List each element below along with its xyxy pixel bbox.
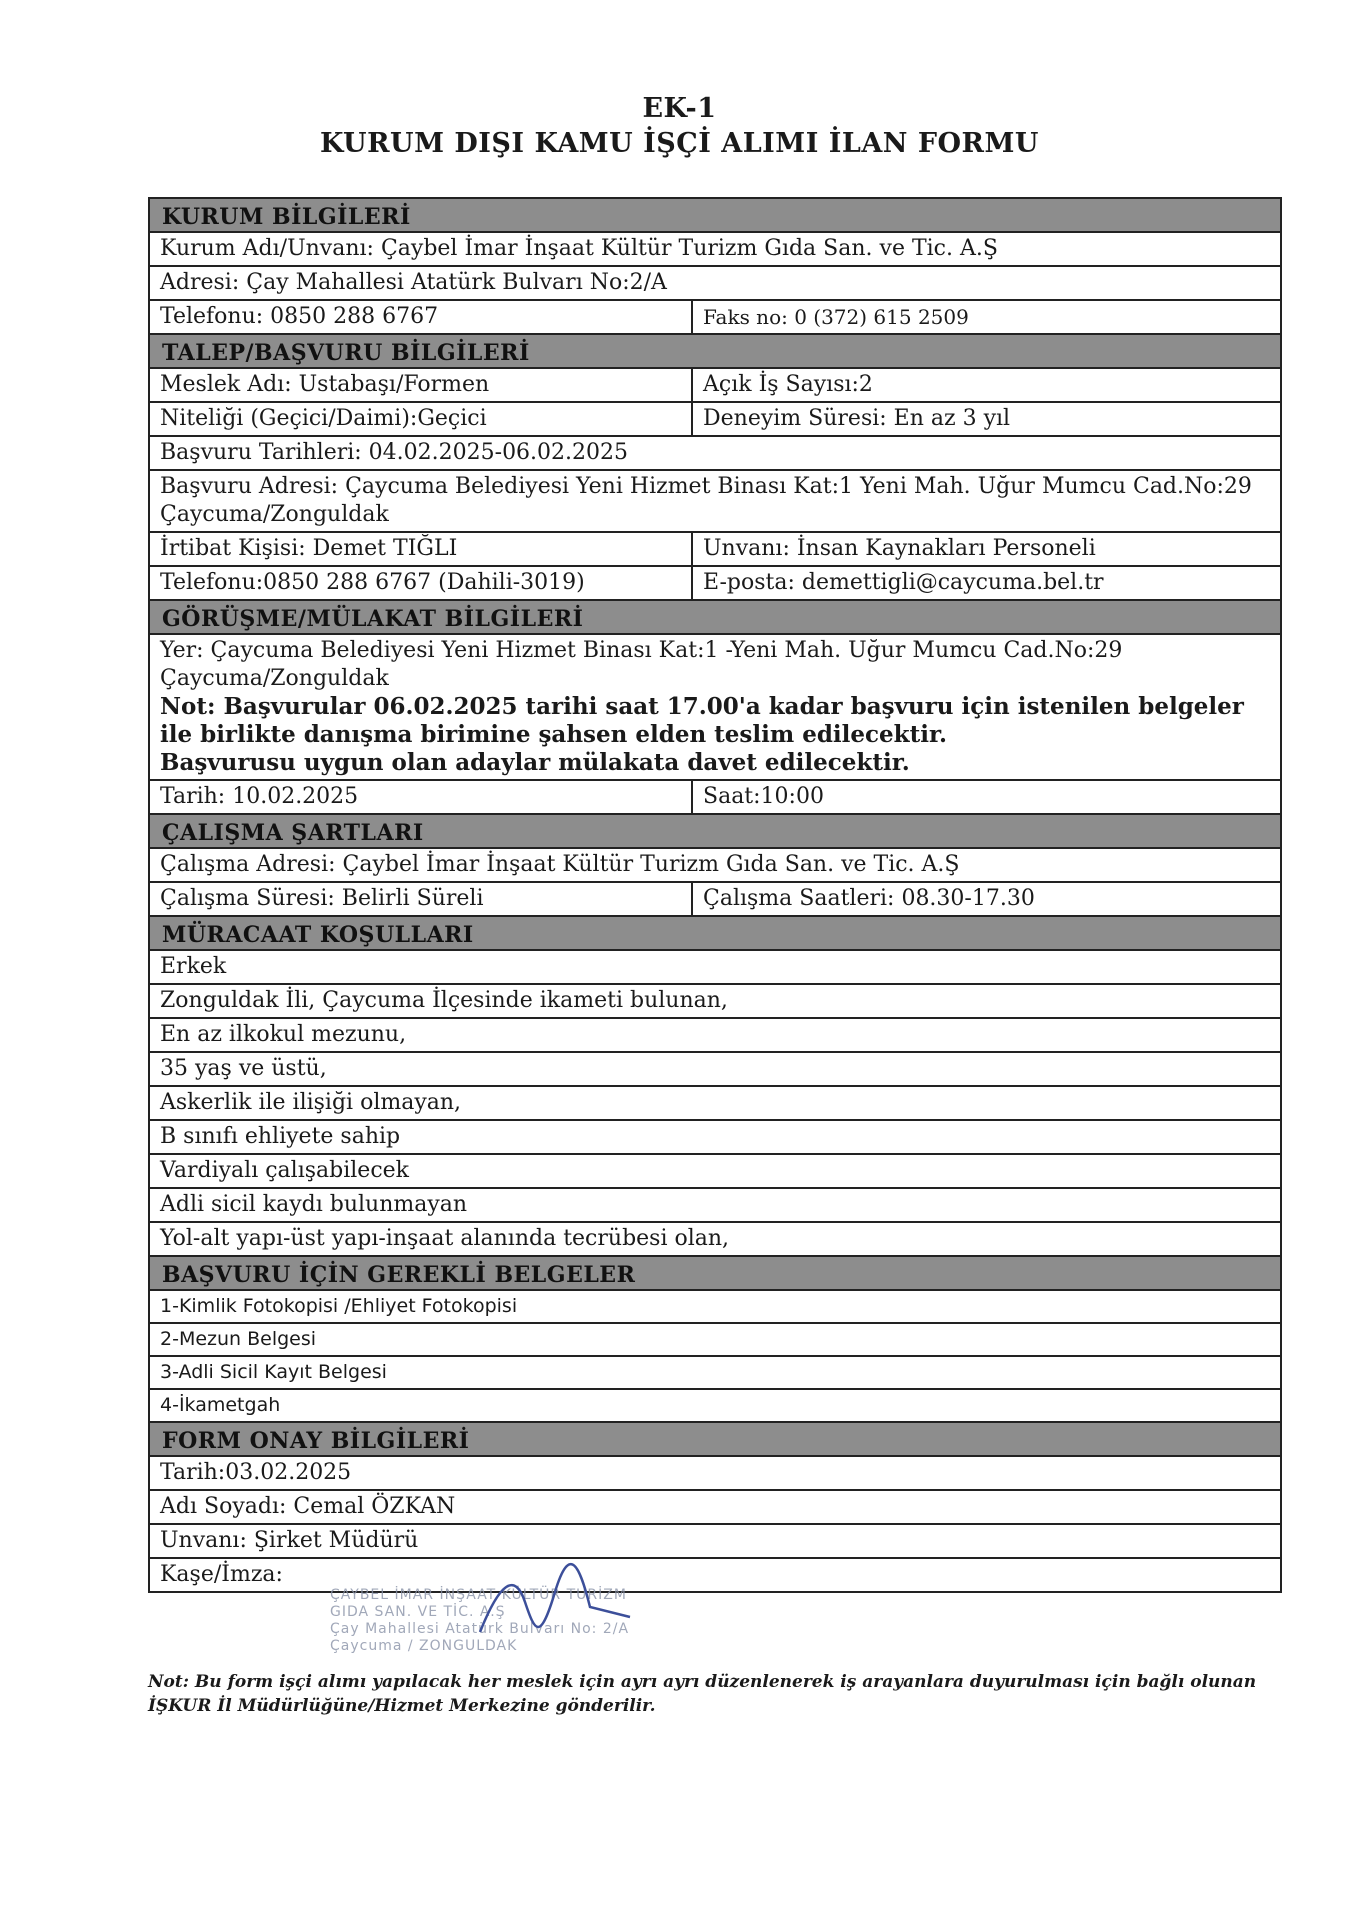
section-calisma: ÇALIŞMA ŞARTLARI — [150, 815, 1280, 849]
list-item: Zonguldak İli, Çaycuma İlçesinde ikameti bulunan, — [160, 988, 728, 1013]
list-item: B sınıfı ehliyete sahip — [160, 1124, 401, 1149]
experience-required: Deneyim Süresi: En az 3 yıl — [703, 406, 1011, 431]
list-item: Adli sicil kaydı bulunmayan — [160, 1192, 468, 1217]
signature-icon — [470, 1562, 640, 1652]
stamp-line: ÇAYBEL İMAR İNŞAAT KÜLTÜR TURİZM — [330, 1587, 627, 1603]
document-item: 2-Mezun Belgesi — [160, 1328, 317, 1350]
contact-phone: Telefonu:0850 288 6767 (Dahili-3019) — [150, 567, 693, 599]
section-talep: TALEP/BAŞVURU BİLGİLERİ — [150, 335, 1280, 369]
interview-time: Saat:10:00 — [703, 784, 824, 809]
section-kurum: KURUM BİLGİLERİ — [150, 199, 1280, 233]
list-item: Erkek — [160, 954, 227, 979]
section-gorusme: GÖRÜŞME/MÜLAKAT BİLGİLERİ — [150, 601, 1280, 635]
stamp-line: Çay Mahallesi Atatürk Bulvarı No: 2/A — [330, 1621, 630, 1637]
institution-address: Adresi: Çay Mahallesi Atatürk Bulvarı No:2/A — [160, 270, 667, 295]
work-duration: Çalışma Süresi: Belirli Süreli — [150, 883, 693, 915]
interview-date: Tarih: 10.02.2025 — [150, 781, 693, 813]
institution-fax: Faks no: 0 (372) 615 2509 — [703, 305, 969, 329]
section-muracaat: MÜRACAAT KOŞULLARI — [150, 917, 1280, 951]
document-item: 3-Adli Sicil Kayıt Belgesi — [160, 1361, 387, 1383]
job-type: Niteliği (Geçici/Daimi):Geçici — [150, 403, 693, 435]
contact-title: Unvanı: İnsan Kaynakları Personeli — [703, 536, 1096, 561]
job-name: Meslek Adı: Ustabaşı/Formen — [150, 369, 693, 401]
interview-place: Yer: Çaycuma Belediyesi Yeni Hizmet Binası Kat:1 -Yeni Mah. Uğur Mumcu Cad.No:29 Çaycuma/Zonguldak — [160, 638, 1123, 691]
list-item: Yol-alt yapı-üst yapı-inşaat alanında tecrübesi olan, — [160, 1226, 730, 1251]
interview-invitation-note: Başvurusu uygun olan adaylar mülakata davet edilecektir. — [160, 749, 910, 776]
work-hours: Çalışma Saatleri: 08.30-17.30 — [703, 886, 1035, 911]
institution-phone: Telefonu: 0850 288 6767 — [150, 301, 693, 333]
approver-title: Unvanı: Şirket Müdürü — [160, 1528, 419, 1553]
section-onay: FORM ONAY BİLGİLERİ — [150, 1423, 1280, 1457]
section-belgeler: BAŞVURU İÇİN GEREKLİ BELGELER — [150, 1257, 1280, 1291]
contact-email[interactable]: E-posta: demettigli@caycuma.bel.tr — [703, 570, 1104, 595]
approver-name: Adı Soyadı: Cemal ÖZKAN — [160, 1494, 456, 1519]
application-address: Başvuru Adresi: Çaycuma Belediyesi Yeni Hizmet Binası Kat:1 Yeni Mah. Uğur Mumcu Cad.No:29 Çaycuma/Zonguldak — [160, 474, 1252, 527]
stamp-line: GIDA SAN. VE TİC. A.Ş — [330, 1604, 506, 1620]
work-address: Çalışma Adresi: Çaybel İmar İnşaat Kültür Turizm Gıda San. ve Tic. A.Ş — [160, 852, 960, 877]
contact-person: İrtibat Kişisi: Demet TIĞLI — [150, 533, 693, 565]
open-positions: Açık İş Sayısı:2 — [703, 372, 873, 397]
application-dates: Başvuru Tarihleri: 04.02.2025-06.02.2025 — [160, 440, 629, 465]
document-item: 1-Kimlik Fotokopisi /Ehliyet Fotokopisi — [160, 1295, 518, 1317]
document-item: 4-İkametgah — [160, 1394, 281, 1416]
footnote: Not: Bu form işçi alımı yapılacak her meslek için ayrı ayrı düzenlenerek iş arayanlara duyurulması için bağlı olunan İŞKUR İl Müdürlüğüne/Hizmet Merkezine gönderilir. — [148, 1672, 1257, 1716]
interview-note: Not: Başvurular 06.02.2025 tarihi saat 17.00'a kadar başvuru için istenilen belgeler ile birlikte danışma birimine şahsen elden teslim edilecektir. — [160, 693, 1244, 748]
list-item: 35 yaş ve üstü, — [160, 1056, 327, 1081]
stamp-line: Çaycuma / ZONGULDAK — [330, 1638, 518, 1654]
institution-name: Kurum Adı/Unvanı: Çaybel İmar İnşaat Kültür Turizm Gıda San. ve Tic. A.Ş — [160, 236, 998, 261]
stamp-signature-label: Kaşe/İmza: — [160, 1562, 283, 1587]
list-item: Askerlik ile ilişiği olmayan, — [160, 1090, 462, 1115]
form-title: KURUM DIŞI KAMU İŞÇİ ALIMI İLAN FORMU — [320, 128, 1039, 159]
annex-label: EK-1 — [642, 93, 717, 124]
approval-date: Tarih:03.02.2025 — [160, 1460, 352, 1485]
application-form — [148, 197, 1282, 1593]
list-item: En az ilkokul mezunu, — [160, 1022, 407, 1047]
list-item: Vardiyalı çalışabilecek — [160, 1158, 409, 1183]
